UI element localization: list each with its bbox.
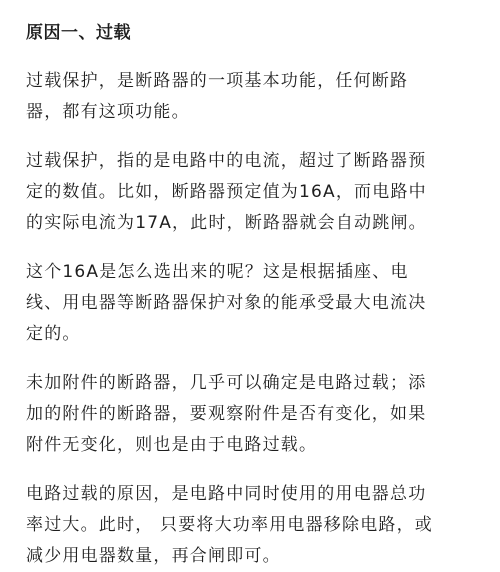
paragraph-line: 过载保护，指的是电路中的电流，超过了断路器预: [26, 151, 427, 171]
paragraph-overload-cause: [26, 479, 476, 572]
paragraph-attachment-check: [26, 368, 476, 461]
paragraph-line: 定的。: [26, 324, 81, 344]
paragraph-line: 的实际电流为17A，此时，断路器就会自动跳闸。: [26, 213, 427, 233]
paragraph-line: 减少用电器数量，再合闸即可。: [26, 546, 281, 566]
paragraph-line: 附件无变化，则也是由于电路过载。: [26, 435, 318, 455]
paragraph-line: 未加附件的断路器，几乎可以确定是电路过载；添: [26, 373, 427, 393]
paragraph-line: 这个16A是怎么选出来的呢？这是根据插座、电: [26, 262, 409, 282]
paragraph-overload-definition: [26, 146, 476, 239]
paragraph-rating-origin: [26, 257, 476, 350]
paragraph-line: 线、用电器等断路器保护对象的能承受最大电流决: [26, 293, 427, 313]
paragraph-line: 电路过载的原因，是电路中同时使用的用电器总功: [26, 484, 427, 504]
paragraph-line: 过载保护，是断路器的一项基本功能，任何断路: [26, 71, 409, 91]
paragraph-overload-basic: [26, 66, 476, 128]
paragraph-line: 加的附件的断路器，要观察附件是否有变化，如果: [26, 404, 427, 424]
paragraph-line: 器，都有这项功能。: [26, 102, 190, 122]
paragraph-line: 定的数值。比如，断路器预定值为16A，而电路中: [26, 182, 427, 202]
section-heading: 原因一、过载: [26, 23, 131, 43]
paragraph-line: 率过大。此时， 只要将大功率用电器移除电路，或: [26, 515, 434, 535]
